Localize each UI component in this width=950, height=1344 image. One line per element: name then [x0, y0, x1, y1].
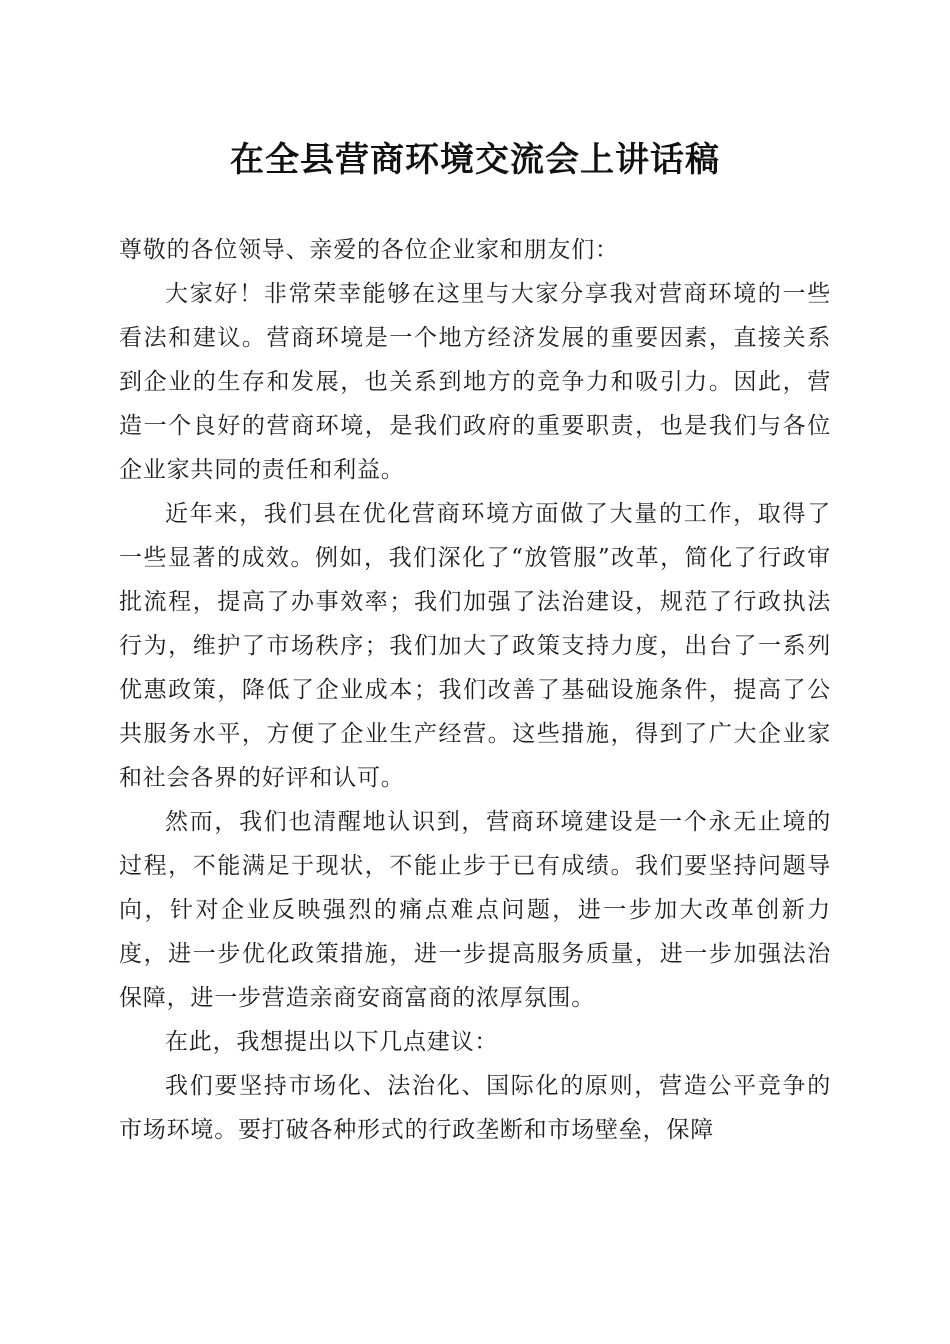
paragraph-suggestions-intro: 在此，我想提出以下几点建议： [165, 1029, 499, 1055]
speech-body [119, 228, 831, 1152]
page-title: 在全县营商环境交流会上讲话稿 [230, 140, 720, 180]
salutation: 尊敬的各位领导、亲爱的各位企业家和朋友们： [119, 237, 619, 263]
paragraph-achievements: 近年来，我们县在优化营商环境方面做了大量的工作，取得了一些显著的成效。例如，我们深化了“放管服”改革，简化了行政审批流程，提高了办事效率；我们加强了法治建设，规范了行政执法行为，维护了市场秩序；我们加大了政策支持力度，出台了一系列优惠政策，降低了企业成本；我们改善了基础设施条件，提高了公共服务水平，方便了企业生产经营。这些措施，得到了广大企业家和社会各界的好评和认可。 [119, 501, 831, 791]
paragraph-greeting: 大家好！非常荣幸能够在这里与大家分享我对营商环境的一些看法和建议。营商环境是一个地方经济发展的重要因素，直接关系到企业的生存和发展，也关系到地方的竞争力和吸引力。因此，营造一个良好的营商环境，是我们政府的重要职责，也是我们与各位企业家共同的责任和利益。 [119, 281, 831, 483]
paragraph-suggestion-market: 我们要坚持市场化、法治化、国际化的原则，营造公平竞争的市场环境。要打破各种形式的行政垄断和市场壁垒，保障 [119, 1073, 831, 1143]
paragraph-challenges: 然而，我们也清醒地认识到，营商环境建设是一个永无止境的过程，不能满足于现状，不能止步于已有成绩。我们要坚持问题导向，针对企业反映强烈的痛点难点问题，进一步加大改革创新力度，进一步优化政策措施，进一步提高服务质量，进一步加强法治保障，进一步营造亲商安商富商的浓厚氛围。 [119, 809, 831, 1011]
